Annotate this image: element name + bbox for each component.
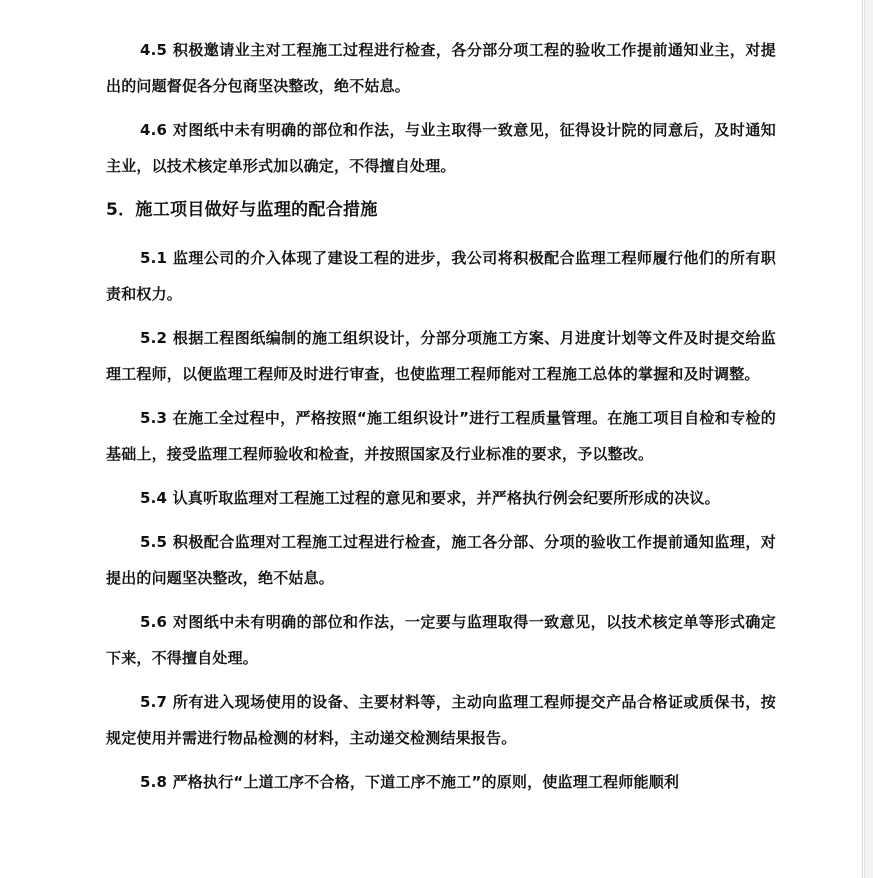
- paragraph-5-5: 5.5 积极配合监理对工程施工过程进行检查，施工各分部、分项的验收工作提前通知监理，对提出的问题坚决整改，绝不姑息。: [106, 533, 776, 587]
- scrollbar-track[interactable]: [864, 0, 873, 878]
- paragraph-5-3: 5.3 在施工全过程中，严格按照“施工组织设计”进行工程质量管理。在施工项目自检和专检的基础上，接受监理工程师验收和检查，并按照国家及行业标准的要求，予以整改。: [106, 409, 776, 463]
- paragraph-5-7: 5.7 所有进入现场使用的设备、主要材料等，主动向监理工程师提交产品合格证或质保书，按规定使用并需进行物品检测的材料，主动递交检测结果报告。: [106, 693, 776, 747]
- paragraph-5-2: 5.2 根据工程图纸编制的施工组织设计，分部分项施工方案、月进度计划等文件及时提交给监理工程师，以便监理工程师及时进行审查，也使监理工程师能对工程施工总体的掌握和及时调整。: [106, 329, 776, 383]
- section-heading: 5．施工项目做好与监理的配合措施: [106, 200, 378, 220]
- paragraph-4-5: 4.5 积极邀请业主对工程施工过程进行检查，各分部分项工程的验收工作提前通知业主，对提出的问题督促各分包商坚决整改，绝不姑息。: [106, 41, 776, 95]
- document-body: [106, 32, 776, 808]
- paragraph-4-6: 4.6 对图纸中未有明确的部位和作法，与业主取得一致意见，征得设计院的同意后，及时通知主业，以技术核定单形式加以确定，不得擅自处理。: [106, 121, 776, 175]
- paragraph-5-6: 5.6 对图纸中未有明确的部位和作法，一定要与监理取得一致意见，以技术核定单等形式确定下来，不得擅自处理。: [106, 613, 776, 667]
- paragraph-5-8: 5.8 严格执行“上道工序不合格，下道工序不施工”的原则，使监理工程师能顺利: [140, 773, 680, 791]
- paragraph-5-4: 5.4 认真听取监理对工程施工过程的意见和要求，并严格执行例会纪要所形成的决议。: [140, 489, 720, 507]
- paragraph-5-1: 5.1 监理公司的介入体现了建设工程的进步，我公司将积极配合监理工程师履行他们的所有职责和权力。: [106, 249, 776, 303]
